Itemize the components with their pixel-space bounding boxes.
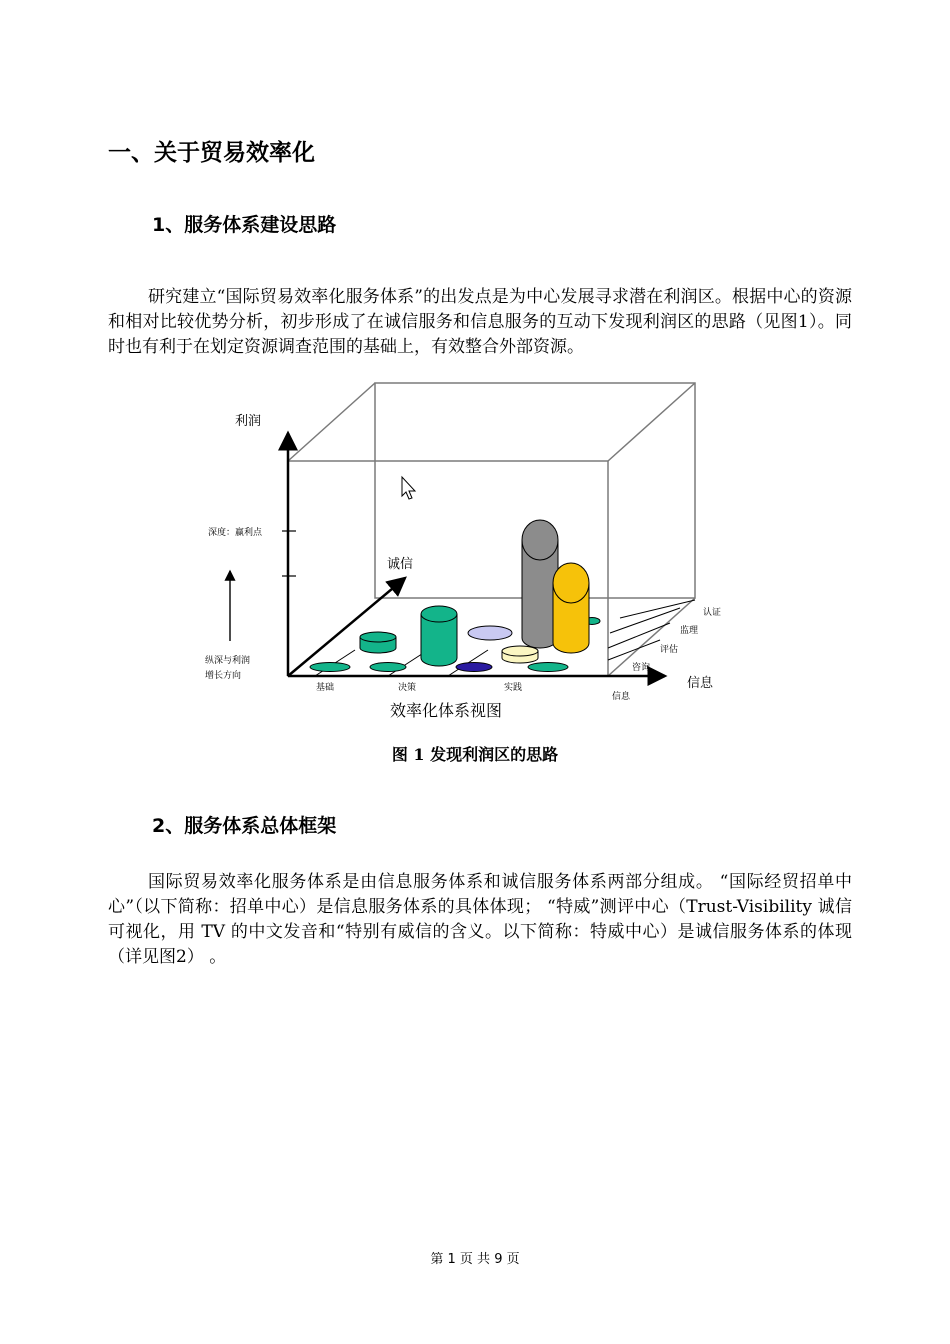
- right-label-supervision: 监理: [680, 626, 699, 636]
- label-profit: 利润: [235, 414, 262, 429]
- label-growth-line2: 增长方向: [205, 671, 242, 681]
- figure1-svg: [190, 378, 730, 723]
- cream-cylinder: [502, 646, 538, 663]
- section2-title: 2、服务体系总体框架: [152, 815, 337, 837]
- label-depth: 深度：赢利点: [208, 528, 263, 538]
- right-label-evaluation: 评估: [660, 645, 679, 655]
- right-label-info: 信息: [612, 692, 631, 702]
- section1-paragraph: 研究建立“国际贸易效率化服务体系”的出发点是为中心发展寻求潜在利润区。根据中心的资源和相对比较优势分析，初步形成了在诚信服务和信息服务的互动下发现利润区的思路（见图1）。同时也有利于在划定资源调查范围的基础上，有效整合外部资源。: [108, 287, 852, 357]
- chart-title: 效率化体系视图: [390, 701, 503, 720]
- label-info-axis: 信息: [687, 676, 714, 691]
- label-integrity: 诚信: [387, 557, 414, 572]
- label-growth-line1: 纵深与利润: [205, 656, 251, 666]
- disc-practice: [528, 663, 568, 672]
- figure1-diagram: [190, 378, 730, 723]
- chart-shapes: [310, 520, 600, 672]
- disc-basic: [310, 663, 350, 672]
- disc-decision: [370, 663, 406, 672]
- x-category-practice: 实践: [504, 683, 523, 693]
- disc-navy: [456, 663, 492, 672]
- figure1-caption: 图 1 发现利润区的思路: [391, 745, 559, 764]
- mouse-cursor-icon: [402, 477, 415, 499]
- x-category-decision: 决策: [398, 683, 417, 693]
- gold-cylinder: [553, 563, 589, 653]
- right-label-consulting: 咨询: [632, 663, 651, 673]
- right-label-certification: 认证: [703, 608, 722, 618]
- z-axis: [288, 578, 405, 676]
- x-category-basic: 基础: [316, 683, 335, 693]
- lavender-disc: [468, 626, 512, 640]
- tall-teal-cylinder: [421, 606, 457, 666]
- page-footer: 第 1 页 共 9 页: [430, 1252, 520, 1267]
- section2-paragraph: 国际贸易效率化服务体系是由信息服务体系和诚信服务体系两部分组成。 “国际经贸招单中心”（以下简称：招单中心）是信息服务体系的具体体现； “特威”测评中心（Trust-Visibility 诚信可视化，用 TV 的中文发音和“特别有威信的含义。以下简称：特威中心）是诚信服务体系的体现（详见图2） 。: [108, 872, 852, 967]
- section1-title: 1、服务体系建设思路: [152, 214, 337, 236]
- short-teal-cylinder: [360, 632, 396, 653]
- heading-trade-efficiency: 一、关于贸易效率化: [108, 140, 315, 166]
